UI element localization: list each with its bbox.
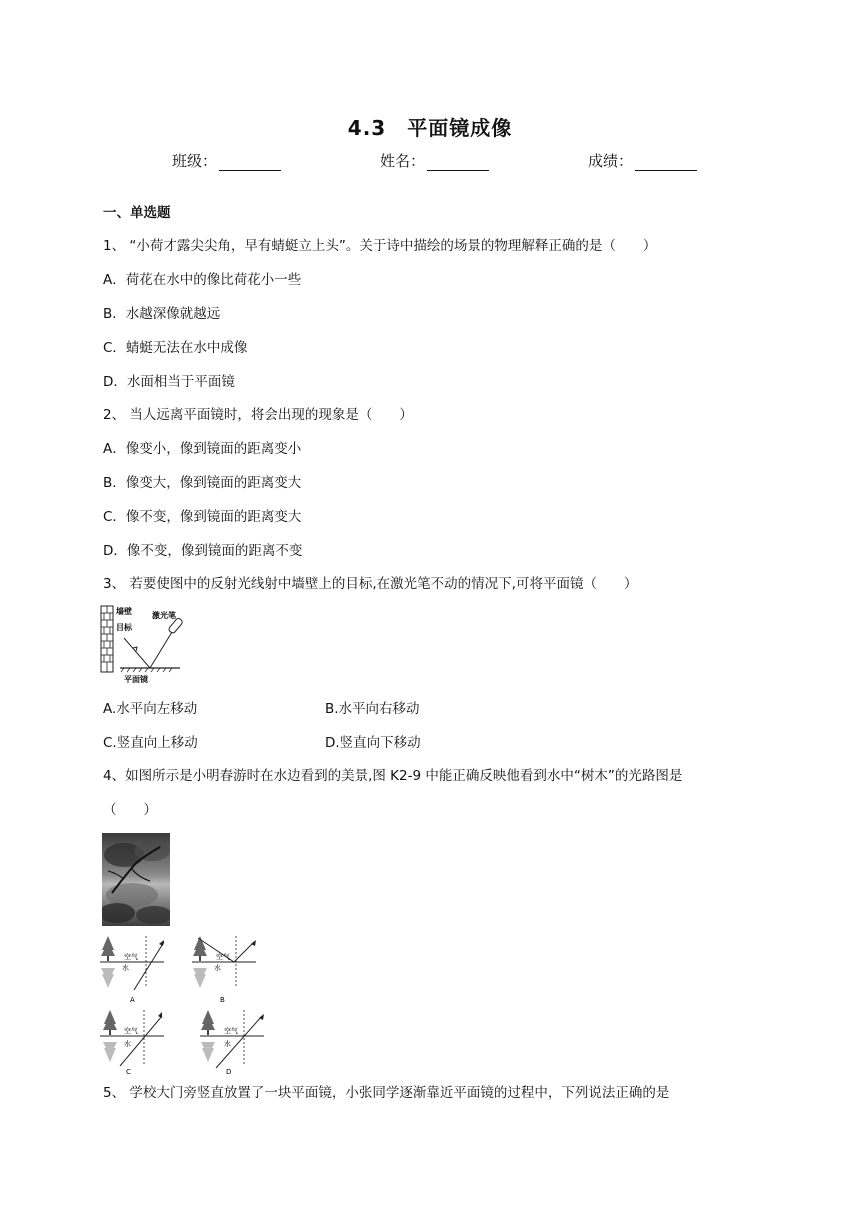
incident-ray	[150, 632, 172, 668]
q1-option-b: B．水越深像就越远	[103, 306, 221, 322]
reflected-ray	[124, 638, 150, 668]
water-label-d: 水	[224, 1040, 231, 1048]
water-label-c: 水	[124, 1040, 131, 1048]
air-label-d: 空气	[224, 1027, 238, 1035]
q3-option-a: A.水平向左移动	[103, 701, 198, 717]
name-blank[interactable]	[427, 156, 489, 171]
mirror-label: 平面镜	[124, 675, 148, 684]
q4-stem-line1: 4、如图所示是小明春游时在水边看到的美景,图 K2-9 中能正确反映他看到水中“树木”的光路图是	[103, 768, 683, 784]
q2-option-d: D．像不变，像到镜面的距离不变	[103, 543, 303, 559]
q2-option-a: A．像变小，像到镜面的距离变小	[103, 441, 302, 457]
water-label-b: 水	[214, 964, 221, 972]
diagram-letter-c: C	[126, 1068, 131, 1074]
name-label: 姓名：	[380, 152, 426, 170]
q4-stem-line2: （ ）	[103, 802, 157, 818]
q3-option-d: D.竖直向下移动	[325, 735, 421, 751]
air-label-a: 空气	[124, 953, 138, 961]
air-label-c: 空气	[124, 1027, 138, 1035]
q5-stem: 5、 学校大门旁竖直放置了一块平面镜，小张同学逐渐靠近平面镜的过程中，下列说法正确的是	[103, 1085, 670, 1101]
q1-stem: 1、 “小荷才露尖尖角，早有蜻蜓立上头”。关于诗中描绘的场景的物理解释正确的是（ ）	[103, 238, 657, 254]
class-field	[172, 150, 281, 171]
q3-option-c: C.竖直向上移动	[103, 735, 198, 751]
q3-laser-mirror-figure	[100, 604, 186, 684]
target-label: 目标	[116, 623, 132, 632]
q1-option-c: C．蜻蜓无法在水中成像	[103, 340, 248, 356]
q2-stem: 2、 当人远离平面镜时，将会出现的现象是（ ）	[103, 407, 413, 423]
class-label: 班级：	[172, 152, 218, 170]
q2-option-c: C．像不变，像到镜面的距离变大	[103, 509, 302, 525]
laser-label: 激光笔	[152, 611, 176, 620]
water-label-a: 水	[122, 964, 129, 972]
class-blank[interactable]	[219, 156, 281, 171]
diagram-letter-b: B	[220, 996, 225, 1004]
diagram-c	[100, 1010, 164, 1074]
score-label: 成绩：	[588, 152, 634, 170]
q1-option-d: D．水面相当于平面镜	[103, 374, 235, 390]
q3-stem: 3、 若要使图中的反射光线射中墙壁上的目标,在激光笔不动的情况下,可将平面镜（ ）	[103, 576, 638, 592]
score-field	[588, 150, 697, 171]
wall-label: 墙壁	[116, 607, 132, 616]
score-blank[interactable]	[635, 156, 697, 171]
diagram-letter-d: D	[226, 1068, 232, 1074]
diagram-b	[192, 936, 256, 1004]
name-field	[380, 150, 489, 171]
diagram-letter-a: A	[130, 996, 135, 1004]
diagram-a	[100, 936, 164, 1004]
section-heading: 一、单选题	[103, 205, 171, 221]
q4-tree-photo	[102, 833, 170, 926]
q1-option-a: A．荷花在水中的像比荷花小一些	[103, 272, 302, 288]
page-title: 4.3 平面镜成像	[347, 116, 513, 140]
q2-option-b: B．像变大，像到镜面的距离变大	[103, 475, 302, 491]
air-label-b: 空气	[216, 953, 230, 961]
q3-option-b: B.水平向右移动	[325, 701, 420, 717]
diagram-d	[200, 1010, 264, 1074]
q4-light-path-diagrams	[98, 932, 278, 1074]
